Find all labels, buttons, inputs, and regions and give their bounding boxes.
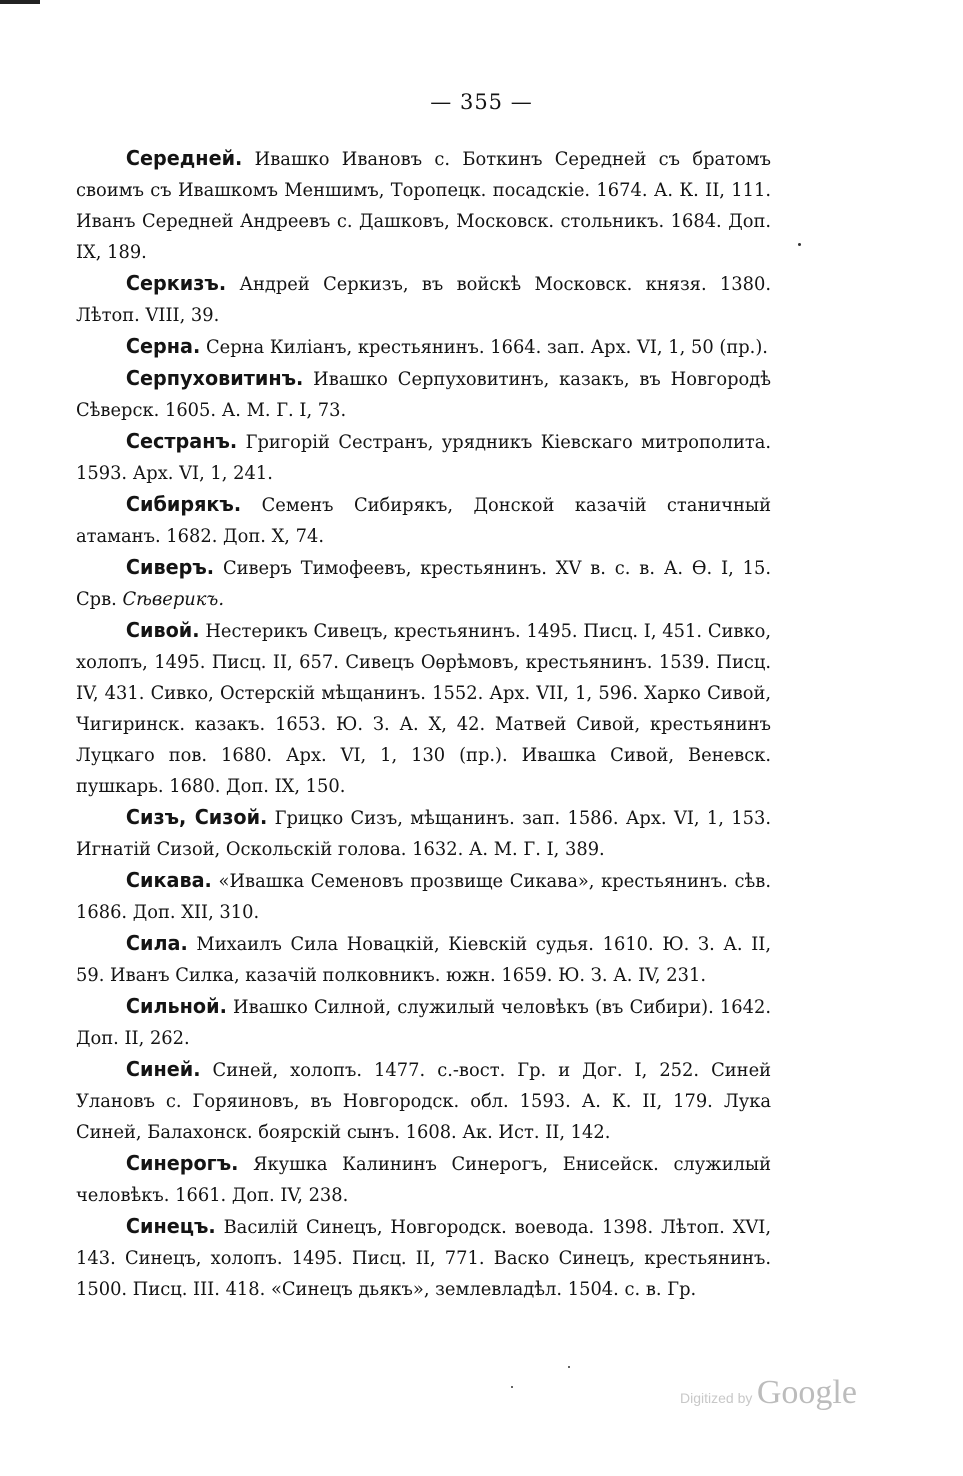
scan-speck: [511, 1386, 513, 1388]
headword: Синей.: [125, 1057, 201, 1081]
entry: [76, 552, 771, 615]
entry: [76, 143, 771, 268]
entry-body: Семенъ Сибирякъ, Донской казачій станичный атаманъ. 1682. Доп. X, 74.: [76, 495, 772, 547]
headword: Сизъ, Сизой.: [125, 805, 268, 829]
cross-reference: Сѣверикъ.: [122, 589, 225, 610]
headword: Сестранъ.: [125, 429, 238, 453]
entry-body: Якушка Калининъ Синерогъ, Енисейск. служилый человѣкъ. 1661. Доп. IV, 238.: [76, 1154, 772, 1206]
entry-body: Григорій Сестранъ, урядникъ Кіевскаго митрополита. 1593. Арх. VI, 1, 241.: [76, 432, 772, 484]
headword: Сикава.: [125, 868, 212, 892]
entry-body: Ивашко Силной, служилый человѣкъ (въ Сибири). 1642. Доп. II, 262.: [76, 997, 772, 1049]
dictionary-text: [76, 143, 800, 1305]
entry: [76, 268, 771, 331]
entry: [76, 1211, 771, 1305]
entry: [76, 928, 771, 991]
entry-body: Синей, холопъ. 1477. с.-вост. Гр. и Дог. I, 252. Синей Улановъ с. Горяиновъ, въ Новгородск. обл. 1593. А. К. II, 179. Лука Синей, Балахонск. боярскій сынъ. 1608. Ак. Ист. II, 142.: [76, 1060, 772, 1143]
headword: Серпуховитинъ.: [125, 366, 304, 390]
entry-body: Михаилъ Сила Новацкій, Кіевскій судья. 1610. Ю. З. А. II, 59. Иванъ Силка, казачій полковникъ. южн. 1659. Ю. З. А. IV, 231.: [76, 934, 772, 986]
entry-body: Серна Киліанъ, крестьянинъ. 1664. зап. Арх. VI, 1, 50 (пр.).: [200, 337, 768, 358]
headword: Сильной.: [125, 994, 227, 1018]
page-number: — 355 —: [430, 90, 533, 114]
entry: [76, 991, 771, 1054]
headword: Сибирякъ.: [125, 492, 242, 516]
entry-body: «Ивашка Семеновъ прозвище Сикава», крестьянинъ. сѣв. 1686. Доп. XII, 310.: [76, 871, 772, 923]
entry-body: Василій Синецъ, Новгородск. воевода. 1398. Лѣтоп. XVI, 143. Синецъ, холопъ. 1495. Писц. II, 771. Васко Синецъ, крестьянинъ. 1500. Писц. III. 418. «Синецъ дьякъ», землевладѣл. 1504. с. в. Гр.: [76, 1217, 772, 1300]
scan-speck: [798, 243, 801, 246]
google-logo: Google: [756, 1374, 857, 1411]
headword: Серкизъ.: [125, 271, 227, 295]
entry: [76, 1148, 771, 1211]
headword: Сивой.: [125, 618, 200, 642]
entry: [76, 331, 771, 363]
entry-body: Нестерикъ Сивецъ, крестьянинъ. 1495. Писц. I, 451. Сивко, холопъ, 1495. Писц. II, 657. Сивецъ Оѳрѣмовъ, крестьянинъ. 1539. Писц. IV, 431. Сивко, Остерскій мѣщанинъ. 1552. Арх. VII, 1, 596. Харко Сивой, Чигиринск. казакъ. 1653. Ю. З. А. X, 42. Матвей Сивой, крестьянинъ Луцкаго пов. 1680. Арх. VI, 1, 130 (пр.). Ивашка Сивой, Веневск. пушкарь. 1680. Доп. IX, 150.: [76, 621, 772, 797]
entry: [76, 489, 771, 552]
entry: [76, 865, 771, 928]
entry-body: Ивашко Ивановъ с. Боткинъ Середней съ братомъ своимъ съ Ивашкомъ Меншимъ, Торопецк. посадскіе. 1674. А. К. II, 111. Иванъ Середней Андреевъ с. Дашковъ, Московск. стольникъ. 1684. Доп. IX, 189.: [76, 149, 772, 263]
headword: Синецъ.: [125, 1214, 216, 1238]
entry-body: Андрей Серкизъ, въ войскѣ Московск. князя. 1380. Лѣтоп. VIII, 39.: [76, 274, 772, 326]
scan-speck: [568, 1366, 570, 1368]
headword: Середней.: [125, 146, 243, 170]
entry-body: Грицко Сизъ, мѣщанинъ. зап. 1586. Арх. VI, 1, 153. Игнатій Сизой, Оскольскій голова. 1632. А. М. Г. I, 389.: [76, 808, 772, 860]
entry-body: Сиверъ Тимофеевъ, крестьянинъ. XV в. с. в. А. Ѳ. I, 15. Срв.: [76, 558, 772, 610]
headword: Синерогъ.: [125, 1151, 239, 1175]
scan-edge-mark: [0, 0, 40, 4]
entry: [76, 1054, 771, 1148]
watermark-prefix: Digitized by: [680, 1390, 753, 1406]
headword: Серна.: [125, 334, 201, 358]
entry: [76, 615, 771, 802]
entry: [76, 363, 771, 426]
entry: [76, 802, 771, 865]
entry-body: Ивашко Серпуховитинъ, казакъ, въ Новгородѣ Сѣверск. 1605. А. М. Г. I, 73.: [76, 369, 772, 421]
digitized-watermark: [680, 1374, 857, 1412]
headword: Сиверъ.: [125, 555, 215, 579]
entry: [76, 426, 771, 489]
headword: Сила.: [125, 931, 188, 955]
